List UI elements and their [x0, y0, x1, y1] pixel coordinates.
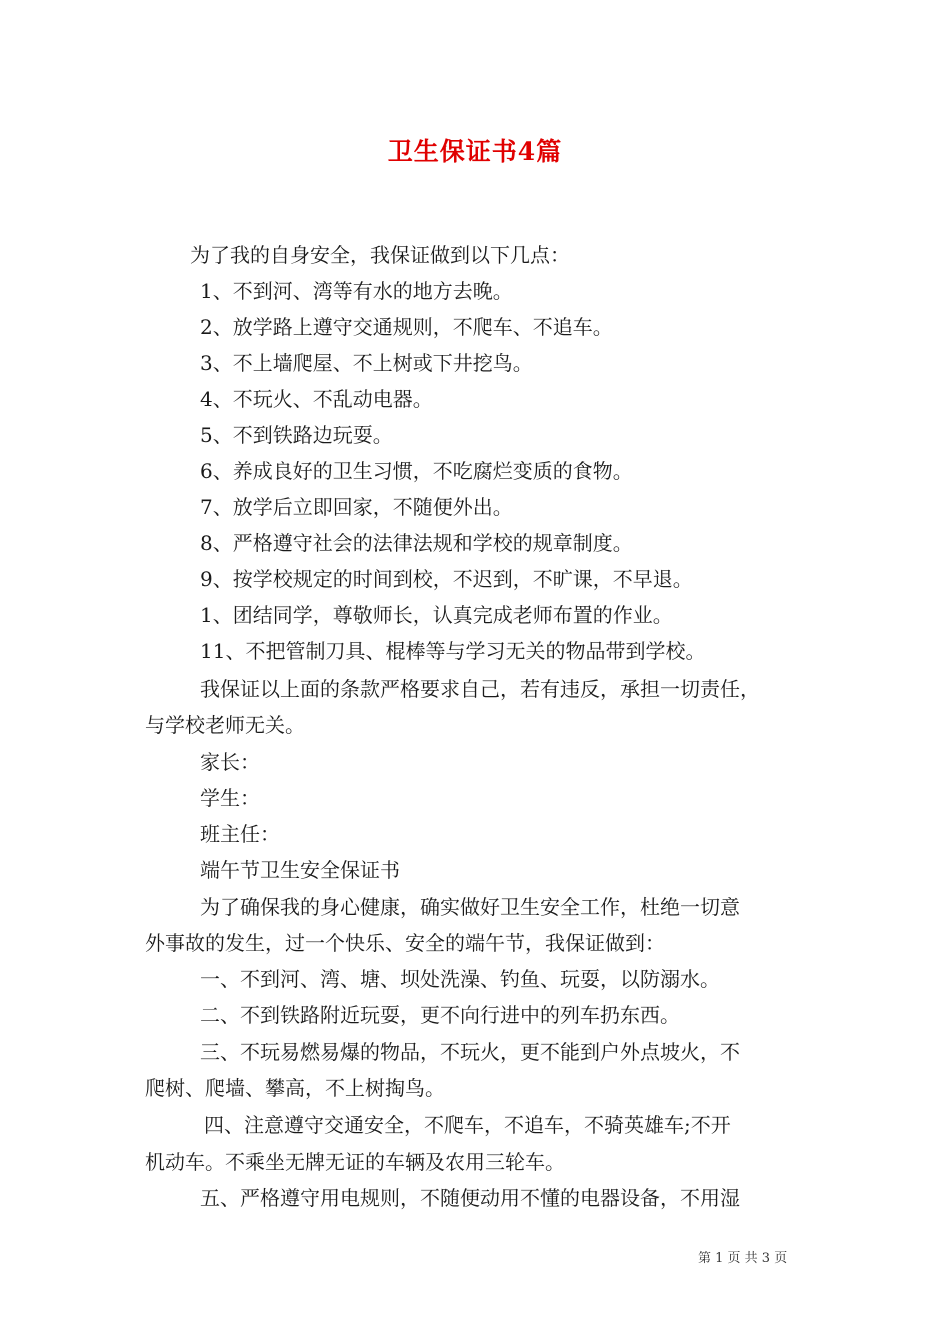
- paragraph-line: 1、不到河、湾等有水的地方去晚。: [200, 279, 513, 303]
- signature-label-student: 学生：: [200, 786, 260, 810]
- paragraph-line: 4、不玩火、不乱动电器。: [200, 387, 433, 411]
- paragraph-line: 为了我的自身安全，我保证做到以下几点：: [190, 243, 570, 267]
- signature-label-parent: 家长：: [200, 750, 260, 774]
- page-title: 卫生保证书4篇: [387, 137, 563, 166]
- paragraph-line: 五、严格遵守用电规则，不随便动用不懂的电器设备，不用湿: [200, 1186, 740, 1210]
- paragraph-line: 2、放学路上遵守交通规则，不爬车、不追车。: [200, 315, 613, 339]
- paragraph-line: 机动车。不乘坐无牌无证的车辆及农用三轮车。: [145, 1150, 565, 1174]
- page-footer: 第 1 页 共 3 页: [698, 1251, 788, 1266]
- paragraph-line: 一、不到河、湾、塘、坝处洗澡、钓鱼、玩耍，以防溺水。: [200, 967, 720, 991]
- paragraph-line: 我保证以上面的条款严格要求自己，若有违反，承担一切责任，: [200, 677, 760, 701]
- paragraph-line: 11、不把管制刀具、棍棒等与学习无关的物品带到学校。: [200, 639, 706, 663]
- paragraph-line: 四、注意遵守交通安全，不爬车，不追车，不骑英雄车;不开: [204, 1113, 731, 1137]
- paragraph-line: 6、养成良好的卫生习惯，不吃腐烂变质的食物。: [200, 459, 633, 483]
- signature-label-teacher: 班主任：: [200, 822, 280, 846]
- paragraph-line: 7、放学后立即回家，不随便外出。: [200, 495, 513, 519]
- paragraph-line: 与学校老师无关。: [145, 713, 305, 737]
- paragraph-line: 5、不到铁路边玩耍。: [200, 423, 393, 447]
- paragraph-line: 外事故的发生，过一个快乐、安全的端午节，我保证做到：: [145, 931, 665, 955]
- section-heading: 端午节卫生安全保证书: [200, 858, 400, 882]
- paragraph-line: 1、团结同学，尊敬师长，认真完成老师布置的作业。: [200, 603, 673, 627]
- paragraph-line: 为了确保我的身心健康，确实做好卫生安全工作，杜绝一切意: [200, 895, 740, 919]
- paragraph-line: 三、不玩易燃易爆的物品，不玩火，更不能到户外点坡火，不: [200, 1040, 740, 1064]
- paragraph-line: 二、不到铁路附近玩耍，更不向行进中的列车扔东西。: [200, 1003, 680, 1027]
- paragraph-line: 爬树、爬墙、攀高，不上树掏鸟。: [145, 1076, 445, 1100]
- paragraph-line: 8、严格遵守社会的法律法规和学校的规章制度。: [200, 531, 633, 555]
- paragraph-line: 3、不上墙爬屋、不上树或下井挖鸟。: [200, 351, 533, 375]
- paragraph-line: 9、按学校规定的时间到校，不迟到，不旷课，不早退。: [200, 567, 693, 591]
